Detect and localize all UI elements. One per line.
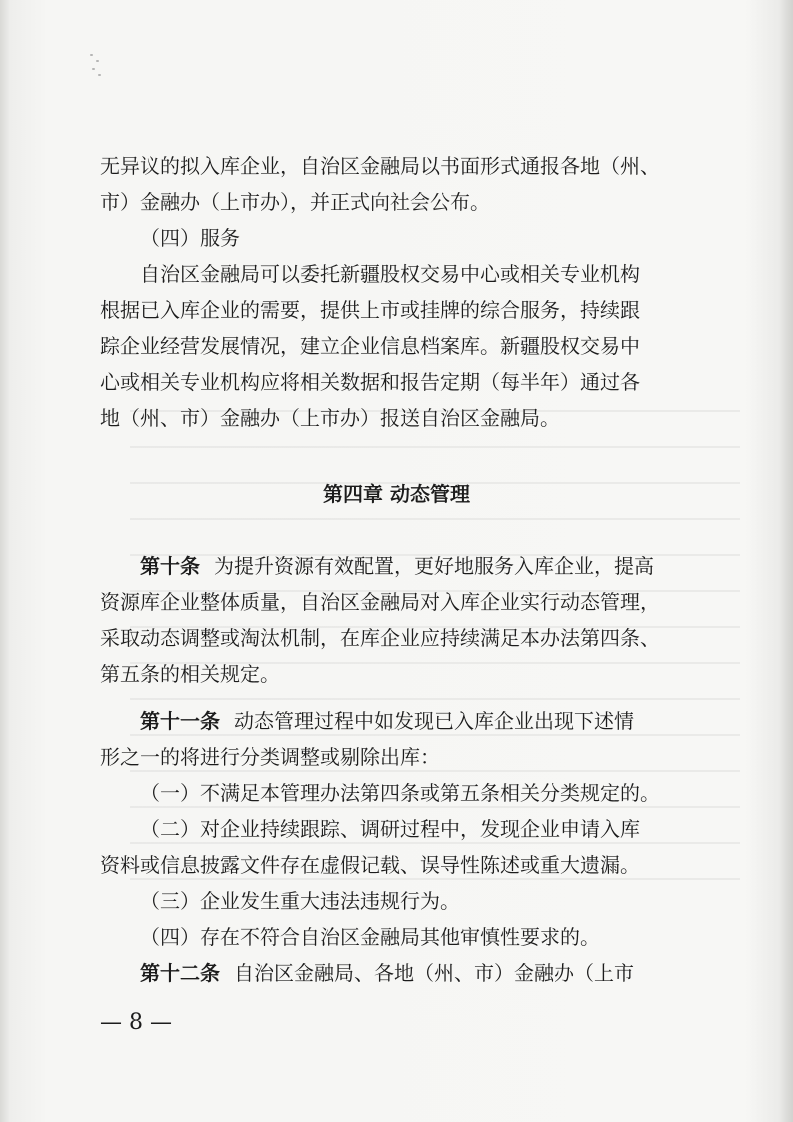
article-12-first-line bbox=[140, 957, 634, 986]
paragraph-line: 心或相关专业机构应将相关数据和报告定期（每半年）通过各 bbox=[100, 370, 640, 394]
article-10-first-line bbox=[140, 550, 654, 579]
paragraph-line: 根据已入库企业的需要，提供上市或挂牌的综合服务，持续跟 bbox=[100, 298, 640, 322]
list-item: （三）企业发生重大违法违规行为。 bbox=[140, 889, 460, 913]
article-11-text: 动态管理过程中如发现已入库企业出现下述情 bbox=[234, 709, 634, 733]
scan-shadow-right bbox=[779, 0, 793, 1122]
paragraph-line: 资料或信息披露文件存在虚假记载、误导性陈述或重大遗漏。 bbox=[100, 853, 640, 877]
paragraph-line: 资源库企业整体质量，自治区金融局对入库企业实行动态管理， bbox=[100, 590, 660, 614]
paragraph-line: 无异议的拟入库企业，自治区金融局以书面形式通报各地（州、 bbox=[100, 154, 660, 178]
article-11-first-line bbox=[140, 705, 634, 734]
article-10-label: 第十条 bbox=[140, 554, 200, 578]
list-item: （四）存在不符合自治区金融局其他审慎性要求的。 bbox=[140, 925, 600, 949]
article-11-label: 第十一条 bbox=[140, 709, 220, 733]
paragraph-line: 市）金融办（上市办），并正式向社会公布。 bbox=[100, 190, 490, 214]
page-number: — 8 — bbox=[100, 1010, 172, 1035]
article-12-label: 第十二条 bbox=[140, 961, 220, 985]
article-10-text: 为提升资源有效配置，更好地服务入库企业，提高 bbox=[214, 554, 654, 578]
paragraph-line: 采取动态调整或淘汰机制，在库企业应持续满足本办法第四条、 bbox=[100, 626, 660, 650]
scan-shadow-left bbox=[0, 0, 10, 1122]
chapter-heading: 第四章 动态管理 bbox=[323, 482, 470, 506]
scan-specks bbox=[88, 50, 108, 90]
article-12-text: 自治区金融局、各地（州、市）金融办（上市 bbox=[234, 961, 634, 985]
list-item: （一）不满足本管理办法第四条或第五条相关分类规定的。 bbox=[140, 781, 660, 805]
list-item: （二）对企业持续跟踪、调研过程中，发现企业申请入库 bbox=[140, 817, 640, 841]
paragraph-line: 地（州、市）金融办（上市办）报送自治区金融局。 bbox=[100, 406, 560, 430]
paragraph-line: 自治区金融局可以委托新疆股权交易中心或相关专业机构 bbox=[140, 262, 640, 286]
section-heading-service: （四）服务 bbox=[140, 226, 240, 250]
paragraph-line: 形之一的将进行分类调整或剔除出库： bbox=[100, 745, 440, 769]
paragraph-line: 第五条的相关规定。 bbox=[100, 662, 280, 686]
paragraph-line: 踪企业经营发展情况，建立企业信息档案库。新疆股权交易中 bbox=[100, 334, 640, 358]
